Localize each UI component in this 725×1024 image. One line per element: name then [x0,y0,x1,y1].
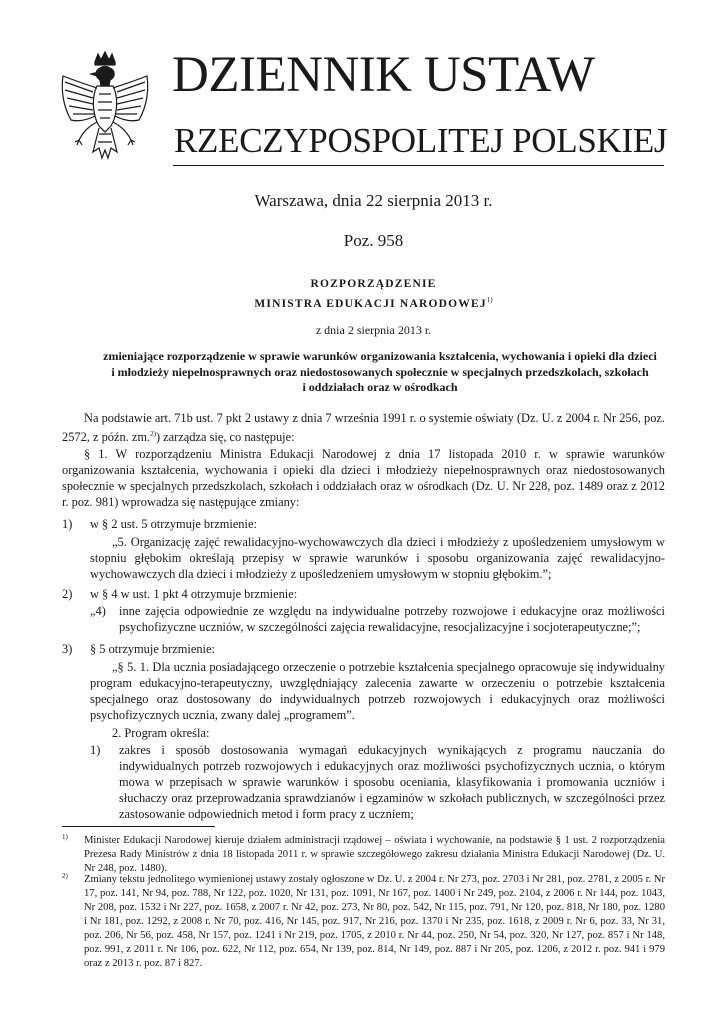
masthead-divider [173,165,664,166]
act-issuer-label: MINISTRA EDUKACJI NARODOWEJ [254,297,487,310]
footnote-divider [62,826,215,827]
position-number: Poz. 958 [343,231,404,250]
item-number: 1) [62,517,73,531]
preamble-end: ) zarządza się, co następuje: [155,430,295,445]
sub-item-number: „4) [90,604,106,618]
preamble-text: Na podstawie art. 71b ust. 7 pkt 2 ustawy z dnia 7 września 1991 r. o systemie oświaty (Dz. U. z 2004 r. Nr 256, poz. 2572, z późn. zm. [62,411,665,445]
act-type: ROZPORZĄDZENIE [310,278,437,290]
sub-item-number: 1) [90,743,101,757]
act-title-line: zmieniające rozporządzenie w sprawie warunków organizowania kształcenia, wychowania i opieki dla dzieci [103,349,657,363]
polish-eagle-emblem-icon [55,50,155,168]
issue-date: Warszawa, dnia 22 sierpnia 2013 r. [254,191,493,210]
item-intro: § 5 otrzymuje brzmienie: [90,642,215,656]
act-title [80,349,680,396]
section-1: § 1. W rozporządzeniu Ministra Edukacji Narodowej z dnia 17 listopada 2010 r. w sprawie warunków organizowania kształcenia, wychowania i opieki dla dzieci i młodzieży niepełnosprawnych oraz niedostosowanych społecznie w specjalnych przedszkolach, szkołach i oddziałach oraz w ośrodkach (Dz. U. Nr 228, poz. 1489 oraz z 2012 r. poz. 981) wprowadza się następujące zmiany: [62,447,665,509]
footnote-ref-1[interactable]: 1) [486,296,493,304]
footnote-1: Minister Edukacji Narodowej kieruje działem administracji rządowej – oświata i wychowanie, na podstawie § 1 ust. 2 rozporządzenia Prezesa Rady Ministrów z dnia 18 listopada 2011 r. w sprawie szczegółowego zakresu działania Ministra Edukacji Narodowej (Dz. U. Nr 248, poz. 1480). [84,835,665,874]
item-number: 3) [62,642,73,656]
act-date: z dnia 2 sierpnia 2013 r. [315,323,432,337]
item-intro: w § 4 w ust. 1 pkt 4 otrzymuje brzmienie: [90,587,298,601]
footnote-mark: 2) [62,872,68,880]
item-text: „5. Organizację zajęć rewalidacyjno-wychowawczych dla dzieci i młodzieży z upośledzeniem umysłowym w stopniu głębokim określają przepisy w sprawie warunków i sposobu organizowania zajęć rewalidacyjno-wychowawczych dla dzieci i młodzieży z upośledzeniem umysłowym w stopniu głębokim.”; [90,535,665,581]
item-text: inne zajęcia odpowiednie ze względu na indywidualne potrzeby rozwojowe i edukacyjne oraz możliwości psychofizyczne uczniów, w szczególności zajęcia rewalidacyjne, resocjalizacyjne i socjoterapeutyczne;”; [119,604,665,634]
footnote-mark: 1) [62,833,68,841]
item-intro: w § 2 ust. 5 otrzymuje brzmienie: [90,517,257,531]
footnote-ref-2[interactable]: 2) [150,430,156,438]
act-title-line: i młodzieży niepełnosprawnych oraz niedostosowanych społecznie w specjalnych przedszkolach, szkołach [111,364,649,379]
act-issuer [0,296,725,310]
publication-subtitle: RZECZYPOSPOLITEJ POLSKIEJ [174,121,668,160]
publication-title: DZIENNIK USTAW [172,47,595,103]
sub-item-text: zakres i sposób dostosowania wymagań edukacyjnych wynikających z programu nauczania do indywidualnych potrzeb rozwojowych i edukacyjnych oraz możliwości psychofizycznych ucznia, o którym mowa w przepisach w sprawie warunków i sposobu oceniania, klasyfikowania i promowania uczniów i słuchaczy oraz przeprowadzania sprawdzianów i egzaminów w szkołach publicznych, w szczególności przez zastosowanie odpowiednich metod i form pracy z uczniem; [119,743,665,821]
item-number: 2) [62,587,73,601]
program-point-2: 2. Program określa: [112,726,210,740]
act-title-line: i oddziałach oraz w ośrodkach [302,380,458,394]
footnote-2: Zmiany tekstu jednolitego wymienionej ustawy zostały ogłoszone w Dz. U. z 2004 r. Nr 273, poz. 2703 i Nr 281, poz. 2781, z 2005 r. Nr 17, poz. 141, Nr 94, poz. 788, Nr 122, poz. 1020, Nr 131, poz. 1091, Nr 167, poz. 1400 i Nr 249, poz. 2104, z 2006 r. Nr 144, poz. 1043, Nr 208, poz. 1532 i Nr 227, poz. 1658, z 2007 r. Nr 42, poz. 273, Nr 80, poz. 542, Nr 115, poz. 791, Nr 120, poz. 818, Nr 180, poz. 1280 i Nr 181, poz. 1292, z 2008 r. Nr 70, poz. 416, Nr 145, poz. 917, Nr 216, poz. 1370 i Nr 235, poz. 1618, z 2009 r. Nr 6, poz. 33, Nr 31, poz. 206, Nr 56, poz. 458, Nr 157, poz. 1241 i Nr 219, poz. 1705, z 2010 r. Nr 44, poz. 250, Nr 54, poz. 320, Nr 127, poz. 857 i Nr 148, poz. 991, z 2011 r. Nr 106, poz. 622, Nr 112, poz. 654, Nr 139, poz. 814, Nr 149, poz. 887 i Nr 205, poz. 1206, z 2012 r. poz. 941 i 979 oraz z 2013 r. poz. 87 i 827. [84,874,665,969]
item-text: „§ 5. 1. Dla ucznia posiadającego orzeczenie o potrzebie kształcenia specjalnego opracowuje się indywidualny program edukacyjno-terapeutyczny, uwzględniający zalecenia zawarte w orzeczeniu o potrzebie kształcenia specjalnego oraz dostosowany do indywidualnych potrzeb rozwojowych i edukacyjnych oraz możliwości psychofizycznych ucznia, zwany dalej „programem”. [90,660,665,722]
preamble [62,410,665,445]
